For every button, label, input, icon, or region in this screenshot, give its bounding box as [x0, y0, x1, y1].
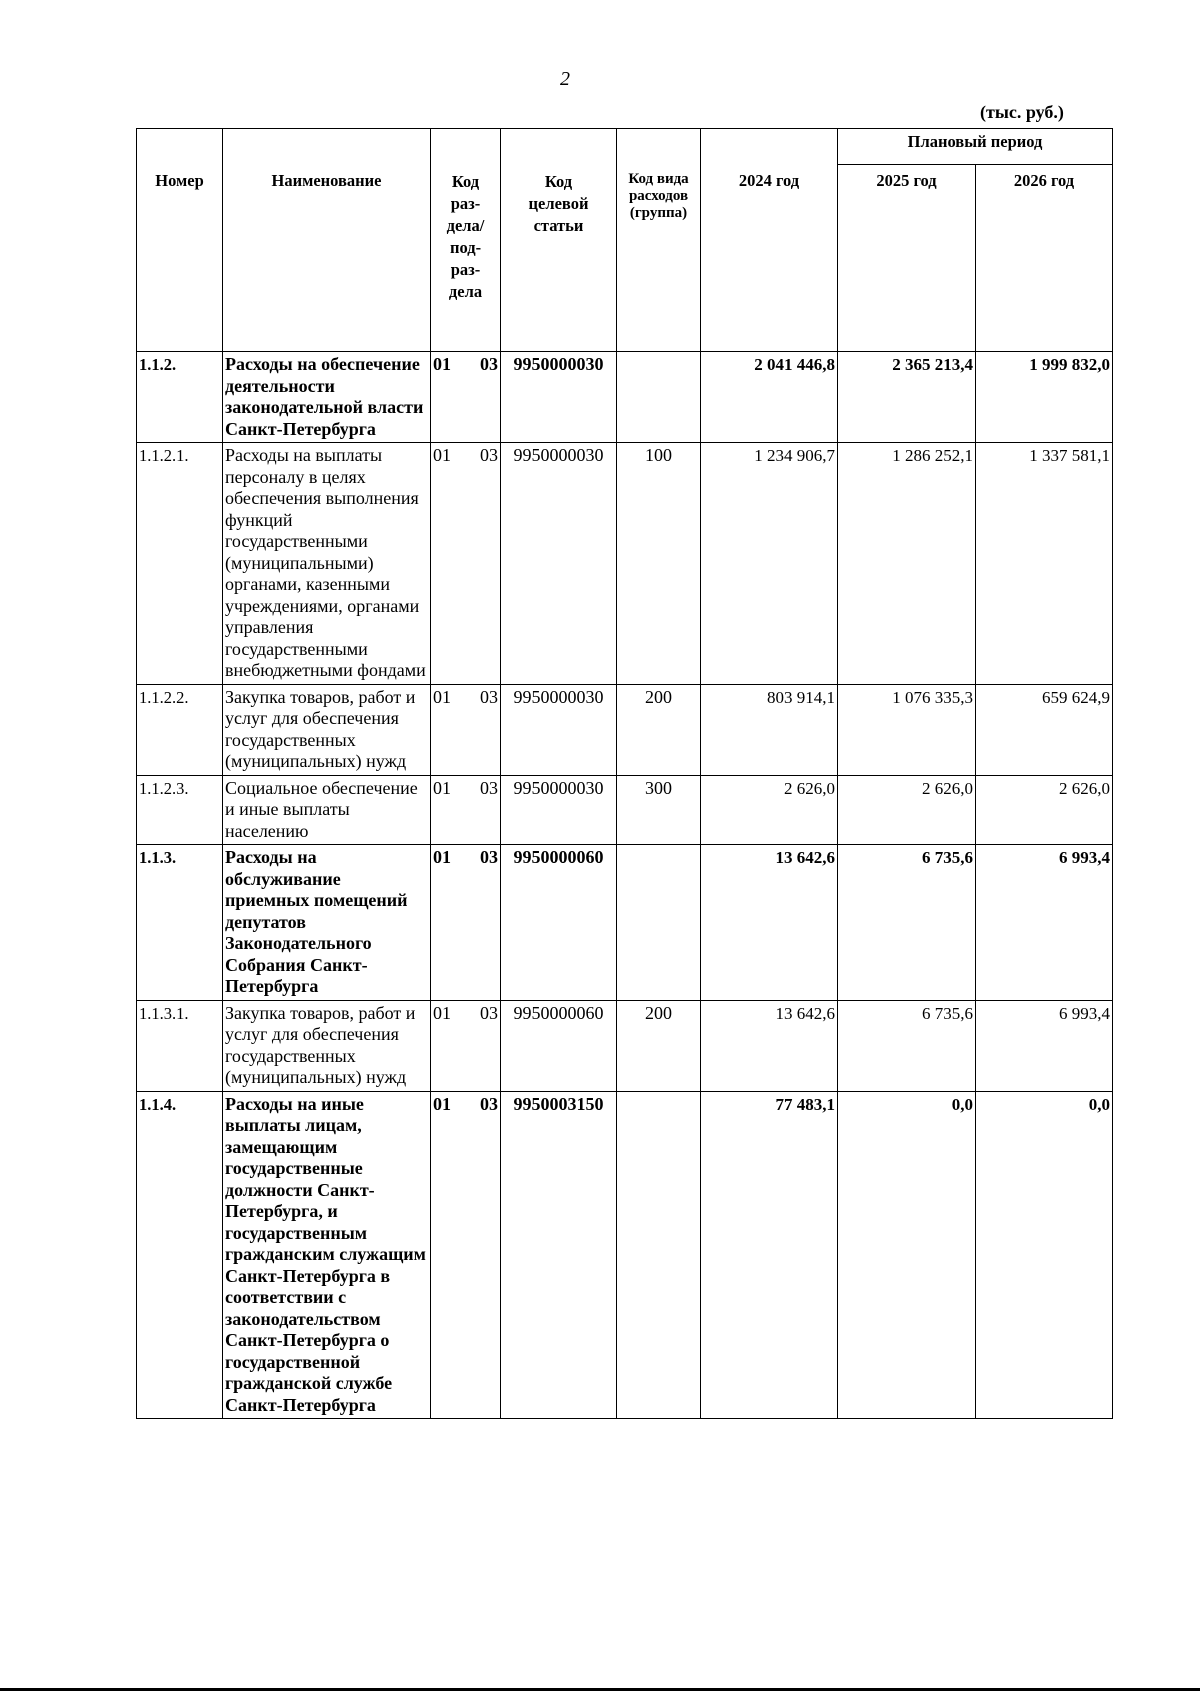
- row-section-code: [431, 443, 501, 685]
- header-year-2026: 2026 год: [976, 165, 1113, 352]
- table-row: [137, 443, 1113, 685]
- row-subsection: 03: [480, 445, 498, 465]
- units-label: (тыс. руб.): [980, 102, 1064, 122]
- row-amount-2026: 1 337 581,1: [976, 443, 1113, 685]
- row-target-code: 9950003150: [501, 1091, 617, 1419]
- table-row: [137, 1091, 1113, 1419]
- row-name: Социальное обеспечение и иные выплаты населению: [223, 775, 431, 845]
- header-planned-period: Плановый период: [838, 129, 1113, 165]
- row-amount-2026: 6 993,4: [976, 845, 1113, 1001]
- header-name: Наименование: [223, 129, 431, 352]
- row-amount-2024: 803 914,1: [701, 684, 838, 775]
- row-name: Расходы на выплаты персоналу в целях обеспечения выполнения функций государственными (муниципальными) органами, казенными учреждениями, органами управления государственными внебюджетными фондами: [223, 443, 431, 685]
- table-row: [137, 352, 1113, 443]
- table-row: [137, 684, 1113, 775]
- row-amount-2024: 2 626,0: [701, 775, 838, 845]
- row-number: 1.1.2.2.: [137, 684, 223, 775]
- row-number: 1.1.3.1.: [137, 1000, 223, 1091]
- row-subsection: 03: [480, 1002, 498, 1023]
- row-name: Расходы на обеспечение деятельности законодательной власти Санкт-Петербурга: [223, 352, 431, 443]
- row-number: 1.1.3.: [137, 845, 223, 1001]
- row-target-code: 9950000060: [501, 1000, 617, 1091]
- row-subsection: 03: [480, 686, 498, 707]
- row-subsection: 03: [480, 354, 498, 374]
- row-amount-2025: 6 735,6: [838, 845, 976, 1001]
- row-name: Расходы на обслуживание приемных помещений депутатов Законодательного Собрания Санкт-Петербурга: [223, 845, 431, 1001]
- header-target-code: Код целевой статьи: [501, 129, 617, 352]
- header-row: [137, 129, 1113, 165]
- row-number: 1.1.2.1.: [137, 443, 223, 685]
- row-target-code: 9950000030: [501, 684, 617, 775]
- row-expense-type: [617, 845, 701, 1001]
- row-section-code: [431, 352, 501, 443]
- row-expense-type: [617, 352, 701, 443]
- row-subsection: 03: [480, 847, 498, 867]
- row-name: Закупка товаров, работ и услуг для обеспечения государственных (муниципальных) нужд: [223, 1000, 431, 1091]
- row-number: 1.1.4.: [137, 1091, 223, 1419]
- row-number: 1.1.2.: [137, 352, 223, 443]
- header-year-2025: 2025 год: [838, 165, 976, 352]
- row-amount-2026: 1 999 832,0: [976, 352, 1113, 443]
- row-expense-type: 200: [617, 1000, 701, 1091]
- row-amount-2024: 2 041 446,8: [701, 352, 838, 443]
- row-section: 01: [433, 445, 451, 465]
- row-amount-2026: 2 626,0: [976, 775, 1113, 845]
- row-name: Расходы на иные выплаты лицам, замещающим государственные должности Санкт-Петербурга, и государственным гражданским служащим Санкт-Петербурга в соответствии с законодательством Санкт-Петербурга о государственной гражданской службе Санкт-Петербурга: [223, 1091, 431, 1419]
- row-target-code: 9950000060: [501, 845, 617, 1001]
- row-amount-2024: 13 642,6: [701, 845, 838, 1001]
- row-amount-2025: 2 626,0: [838, 775, 976, 845]
- row-amount-2025: 1 286 252,1: [838, 443, 976, 685]
- row-amount-2024: 1 234 906,7: [701, 443, 838, 685]
- row-number: 1.1.2.3.: [137, 775, 223, 845]
- table-row: [137, 775, 1113, 845]
- row-expense-type: 200: [617, 684, 701, 775]
- header-expense-type: Код вида расходов (группа): [617, 129, 701, 352]
- row-section-code: [431, 1000, 501, 1091]
- row-section: 01: [433, 1002, 451, 1023]
- row-subsection: 03: [480, 777, 498, 798]
- row-section-code: [431, 775, 501, 845]
- row-target-code: 9950000030: [501, 443, 617, 685]
- row-expense-type: 100: [617, 443, 701, 685]
- row-target-code: 9950000030: [501, 352, 617, 443]
- row-name: Закупка товаров, работ и услуг для обеспечения государственных (муниципальных) нужд: [223, 684, 431, 775]
- row-amount-2026: 0,0: [976, 1091, 1113, 1419]
- row-amount-2025: 1 076 335,3: [838, 684, 976, 775]
- row-section: 01: [433, 1093, 451, 1114]
- row-section: 01: [433, 777, 451, 798]
- row-amount-2026: 659 624,9: [976, 684, 1113, 775]
- page-number: 2: [560, 68, 570, 90]
- row-expense-type: 300: [617, 775, 701, 845]
- budget-table: [136, 128, 1113, 1419]
- row-section: 01: [433, 354, 451, 374]
- header-section-code: Код раз- дела/ под- раз- дела: [431, 129, 501, 352]
- row-section-code: [431, 684, 501, 775]
- table-row: [137, 845, 1113, 1001]
- row-section-code: [431, 1091, 501, 1419]
- row-section: 01: [433, 686, 451, 707]
- row-amount-2025: 2 365 213,4: [838, 352, 976, 443]
- row-subsection: 03: [480, 1093, 498, 1114]
- row-section: 01: [433, 847, 451, 867]
- row-amount-2026: 6 993,4: [976, 1000, 1113, 1091]
- header-number: Номер: [137, 129, 223, 352]
- row-amount-2024: 77 483,1: [701, 1091, 838, 1419]
- table-row: [137, 1000, 1113, 1091]
- row-target-code: 9950000030: [501, 775, 617, 845]
- scan-edge-line: [0, 1688, 1200, 1691]
- row-expense-type: [617, 1091, 701, 1419]
- header-year-2024: 2024 год: [701, 129, 838, 352]
- row-section-code: [431, 845, 501, 1001]
- row-amount-2025: 0,0: [838, 1091, 976, 1419]
- row-amount-2025: 6 735,6: [838, 1000, 976, 1091]
- row-amount-2024: 13 642,6: [701, 1000, 838, 1091]
